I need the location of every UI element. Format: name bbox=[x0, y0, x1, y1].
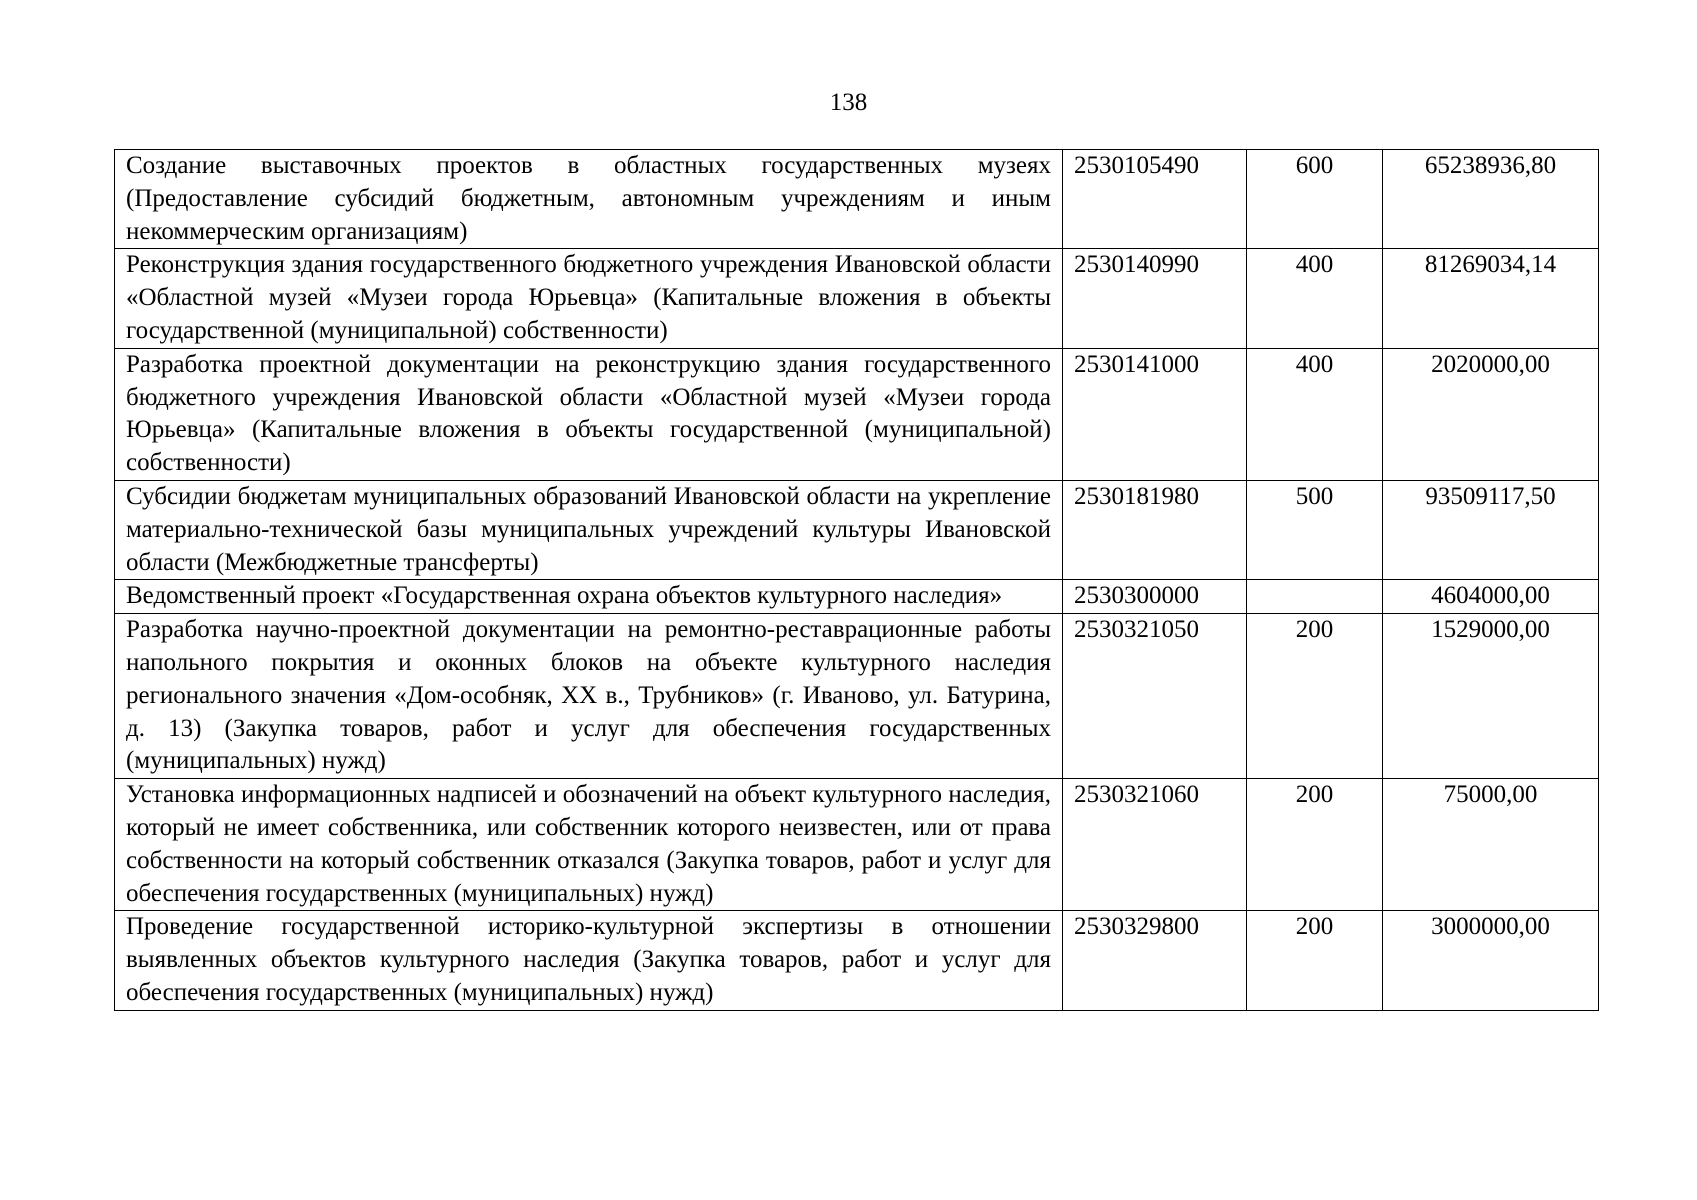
table-row bbox=[115, 911, 1599, 1010]
row-target-code: 2530329800 bbox=[1063, 911, 1247, 1010]
row-expense-type: 500 bbox=[1247, 480, 1383, 579]
row-target-code: 2530181980 bbox=[1063, 480, 1247, 579]
row-expense-type: 200 bbox=[1247, 911, 1383, 1010]
row-amount: 4604000,00 bbox=[1383, 580, 1599, 614]
row-target-code: 2530321060 bbox=[1063, 779, 1247, 911]
row-expense-type: 600 bbox=[1247, 150, 1383, 249]
table-row bbox=[115, 580, 1599, 614]
row-description: Разработка научно-проектной документации на ремонтно-реставрационные работы напольного покрытия и оконных блоков на объекте культурного наследия регионального значения «Дом-особняк, XX в., Трубников» (г. Иваново, ул. Батурина, д. 13) (Закупка товаров, работ и услуг для обеспечения государственных (муниципальных) нужд) bbox=[115, 614, 1063, 779]
budget-table-body bbox=[115, 150, 1599, 1011]
page-number: 138 bbox=[829, 89, 868, 116]
row-amount: 65238936,80 bbox=[1383, 150, 1599, 249]
row-amount: 81269034,14 bbox=[1383, 249, 1599, 348]
row-amount: 75000,00 bbox=[1383, 779, 1599, 911]
row-expense-type: 400 bbox=[1247, 348, 1383, 480]
table-row bbox=[115, 779, 1599, 911]
row-expense-type: 200 bbox=[1247, 779, 1383, 911]
row-description: Установка информационных надписей и обозначений на объект культурного наследия, который не имеет собственника, или собственник которого неизвестен, или от права собственности на который собственник отказался (Закупка товаров, работ и услуг для обеспечения государственных (муниципальных) нужд) bbox=[115, 779, 1063, 911]
table-row bbox=[115, 480, 1599, 579]
row-amount: 2020000,00 bbox=[1383, 348, 1599, 480]
row-target-code: 2530105490 bbox=[1063, 150, 1247, 249]
row-amount: 1529000,00 bbox=[1383, 614, 1599, 779]
row-description: Создание выставочных проектов в областных государственных музеях (Предоставление субсидий бюджетным, автономным учреждениям и иным некоммерческим организациям) bbox=[115, 150, 1063, 249]
row-target-code: 2530141000 bbox=[1063, 348, 1247, 480]
row-expense-type bbox=[1247, 580, 1383, 614]
table-row bbox=[115, 614, 1599, 779]
row-amount: 93509117,50 bbox=[1383, 480, 1599, 579]
row-expense-type: 200 bbox=[1247, 614, 1383, 779]
row-target-code: 2530300000 bbox=[1063, 580, 1247, 614]
row-amount: 3000000,00 bbox=[1383, 911, 1599, 1010]
row-target-code: 2530321050 bbox=[1063, 614, 1247, 779]
row-expense-type: 400 bbox=[1247, 249, 1383, 348]
row-description: Реконструкция здания государственного бюджетного учреждения Ивановской области «Областной музей «Музеи города Юрьевца» (Капитальные вложения в объекты государственной (муниципальной) собственности) bbox=[115, 249, 1063, 348]
row-description: Разработка проектной документации на реконструкцию здания государственного бюджетного учреждения Ивановской области «Областной музей «Музеи города Юрьевца» (Капитальные вложения в объекты государственной (муниципальной) собственности) bbox=[115, 348, 1063, 480]
table-row bbox=[115, 348, 1599, 480]
table-row bbox=[115, 150, 1599, 249]
row-description: Проведение государственной историко-культурной экспертизы в отношении выявленных объектов культурного наследия (Закупка товаров, работ и услуг для обеспечения государственных (муниципальных) нужд) bbox=[115, 911, 1063, 1010]
table-row bbox=[115, 249, 1599, 348]
row-description: Субсидии бюджетам муниципальных образований Ивановской области на укрепление материально-технической базы муниципальных учреждений культуры Ивановской области (Межбюджетные трансферты) bbox=[115, 480, 1063, 579]
budget-table bbox=[114, 149, 1599, 1011]
row-target-code: 2530140990 bbox=[1063, 249, 1247, 348]
row-description: Ведомственный проект «Государственная охрана объектов культурного наследия» bbox=[115, 580, 1063, 614]
